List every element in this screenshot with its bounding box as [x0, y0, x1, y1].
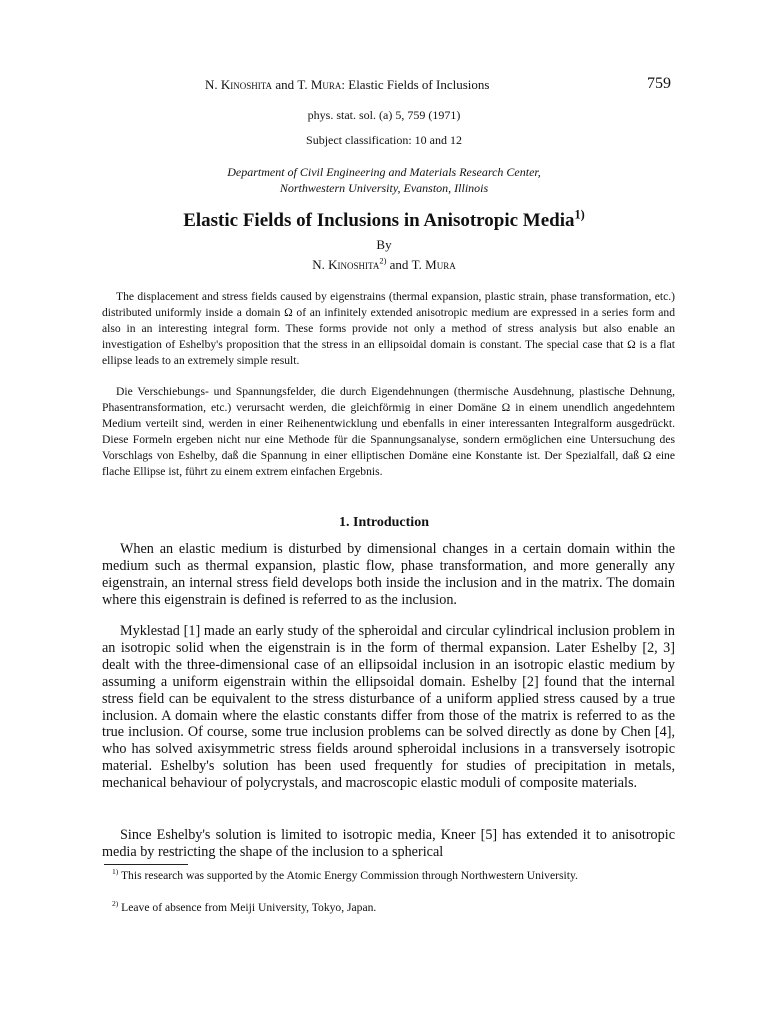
paper-title-text: Elastic Fields of Inclusions in Anisotropic Media — [183, 210, 575, 231]
author-list — [0, 257, 768, 273]
affiliation-line-1: Department of Civil Engineering and Materials Research Center, — [227, 165, 541, 179]
footnote-1-mark: 1) — [112, 867, 119, 877]
section-heading: 1. Introduction — [339, 515, 429, 530]
affiliation-line-2: Northwestern University, Evanston, Illinois — [279, 181, 489, 195]
page-number: 759 — [647, 75, 671, 92]
body-paragraph-1: When an elastic medium is disturbed by dimensional changes in a certain domain within the medium such as thermal expansion, plastic flow, phase transformation, and more generally any eigenstrain, an internal stress field develops both inside the inclusion and in the matrix. The domain where this eigenstrain is defined is referred to as the inclusion. — [102, 541, 675, 608]
abstract-german: Die Verschiebungs- und Spannungsfelder, die durch Eigendehnungen (thermische Ausdehnung, plastische Dehnung, Phasentransformation, etc.) verursacht werden, die gleichförmig in einer Domäne Ω in einem unendlich angedehntem Medium verteilt sind, werden in einer Reihenentwicklung und ebenfalls in einer interessanten Integralform ausgedrückt. Diese Formeln ergeben nicht nur eine Methode für die Spannungsanalyse, sondern ermöglichen eine Untersuchung des Vorschlags von Eshelby, daß die Spannung in einer elliptischen Domäne eine Konstante ist. Der Spezialfall, daß Ω eine flache Ellipse ist, führt zu einem extrem einfachen Ergebnis. — [102, 385, 675, 478]
footnote-2-mark: 2) — [112, 899, 119, 909]
author-2: T. Mura — [411, 257, 456, 272]
abstract-english: The displacement and stress fields caused by eigenstrains (thermal expansion, plastic strain, phase transformation, etc.) distributed uniformly inside a domain Ω of an infinitely extended anisotropic medium are expressed in a series form and also in an interesting integral form. These forms provide not only a method of stress analysis but also enable an investigation of Eshelby's proposition that the stress in an ellipsoidal domain is constant. The special case that Ω is a flat ellipse leads to an extremely simple result. — [102, 290, 675, 367]
footnote-divider — [104, 864, 188, 865]
running-and: and — [275, 77, 295, 92]
author-1: N. Kinoshita — [312, 257, 380, 272]
title-footnote-mark: 1) — [574, 207, 585, 222]
footnote-2 — [102, 900, 685, 916]
running-author-2: T. Mura — [297, 77, 342, 92]
footnote-1-text: This research was supported by the Atomic Energy Commission through Northwestern University. — [118, 869, 578, 882]
footnote-1 — [102, 868, 685, 884]
running-title — [205, 77, 489, 93]
body-paragraph-3: Since Eshelby's solution is limited to isotropic media, Kneer [5] has extended it to anisotropic media by restricting the shape of the inclusion to a spherical — [102, 827, 675, 860]
footnote-2-text: Leave of absence from Meiji University, Tokyo, Japan. — [118, 901, 377, 914]
running-author-1: N. Kinoshita — [205, 77, 273, 92]
subject-classification: Subject classification: 10 and 12 — [306, 133, 462, 147]
byline-by: By — [376, 237, 392, 252]
running-head — [0, 75, 768, 97]
body-paragraph-2: Myklestad [1] made an early study of the spheroidal and circular cylindrical inclusion problem in an isotropic solid when the eigenstrain is in the form of thermal expansion. Later Eshelby [2, 3] dealt with the three-dimensional case of an ellipsoidal inclusion in an isotropic elastic medium by assuming a uniform eigenstrain within the ellipsoidal domain. Eshelby [2] found that the internal stress field can be equivalent to the stress disturbance of a uniform applied stress caused by a true inclusion. A domain where the elastic constants differ from those of the matrix is referred to as the true inclusion. Of course, some true inclusion problems can be solved directly as done by Chen [4], who has solved axisymmetric stress fields around spheroidal inclusions in a transversely isotropic material. Eshelby's solution has been used frequently for studies of precipitation in metals, mechanical behaviour of polycrystals, and macroscopic elastic moduli of composite materials. — [102, 623, 675, 792]
author-and: and — [389, 257, 409, 272]
paper-title — [0, 207, 768, 232]
author-1-footnote-mark: 2) — [379, 255, 387, 266]
running-title-text: : Elastic Fields of Inclusions — [341, 77, 490, 92]
journal-citation: phys. stat. sol. (a) 5, 759 (1971) — [307, 108, 461, 122]
